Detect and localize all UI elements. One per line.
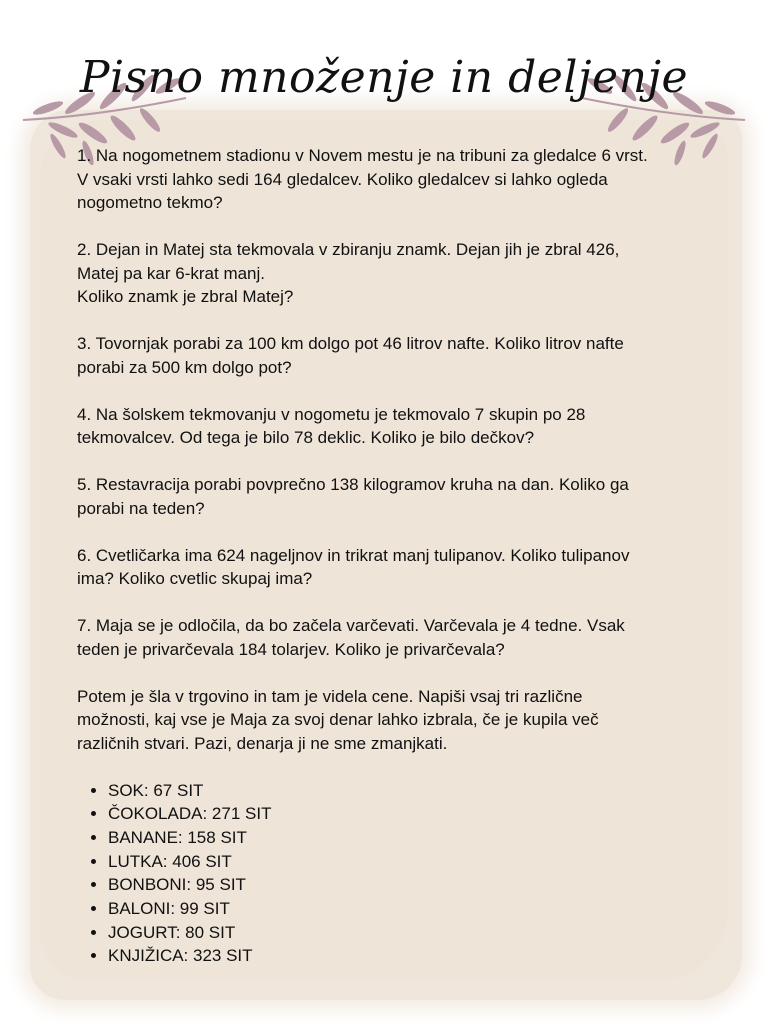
problem-2: 2. Dejan in Matej sta tekmovala v zbiranju znamk. Dejan jih je zbral 426, Matej pa kar 6-krat manj. Koliko znamk je zbral Matej? [77, 240, 620, 306]
problem-3: 3. Tovornjak porabi za 100 km dolgo pot 46 litrov nafte. Koliko litrov nafte porabi za 500 km dolgo pot? [77, 334, 624, 377]
problem-1: 1. Na nogometnem stadionu v Novem mestu je na tribuni za gledalce 6 vrst. V vsaki vrsti lahko sedi 164 gledalcev. Koliko gledalcev si lahko ogleda nogometno tekmo? [77, 146, 648, 212]
price-item: • ČOKOLADA: 271 SIT [108, 802, 707, 826]
problem-6: 6. Cvetličarka ima 624 nageljnov in trikrat manj tulipanov. Koliko tulipanov ima? Koliko cvetlic skupaj ima? [77, 545, 630, 588]
price-list [77, 779, 707, 969]
shopping-instructions: Potem je šla v trgovino in tam je videla cene. Napiši vsaj tri različne možnosti, kaj vse je Maja za svoj denar lahko izbrala, če je kupila več različnih stvari. Pazi, denarja ji ne sme zmanjkati. [77, 686, 599, 753]
price-item: • BANANE: 158 SIT [108, 826, 707, 850]
price-item: • JOGURT: 80 SIT [108, 921, 707, 945]
problem-5: 5. Restavracija porabi povprečno 138 kilogramov kruha na dan. Koliko ga porabi na teden? [77, 475, 629, 518]
price-item: • BONBONI: 95 SIT [108, 873, 707, 897]
problem-7: 7. Maja se je odločila, da bo začela varčevati. Varčevala je 4 tedne. Vsak teden je privarčevala 184 tolarjev. Koliko je privarčevala? [77, 616, 625, 659]
price-item: • LUTKA: 406 SIT [108, 850, 707, 874]
page-title: Pisno množenje in deljenje [79, 52, 689, 103]
price-item: • BALONI: 99 SIT [108, 897, 707, 921]
price-item: • KNJIŽICA: 323 SIT [108, 944, 707, 968]
problem-4: 4. Na šolskem tekmovanju v nogometu je tekmovalo 7 skupin po 28 tekmovalcev. Od tega je bilo 78 deklic. Koliko je bilo dečkov? [77, 404, 586, 447]
price-item: • SOK: 67 SIT [108, 779, 707, 803]
worksheet-content [77, 144, 707, 968]
